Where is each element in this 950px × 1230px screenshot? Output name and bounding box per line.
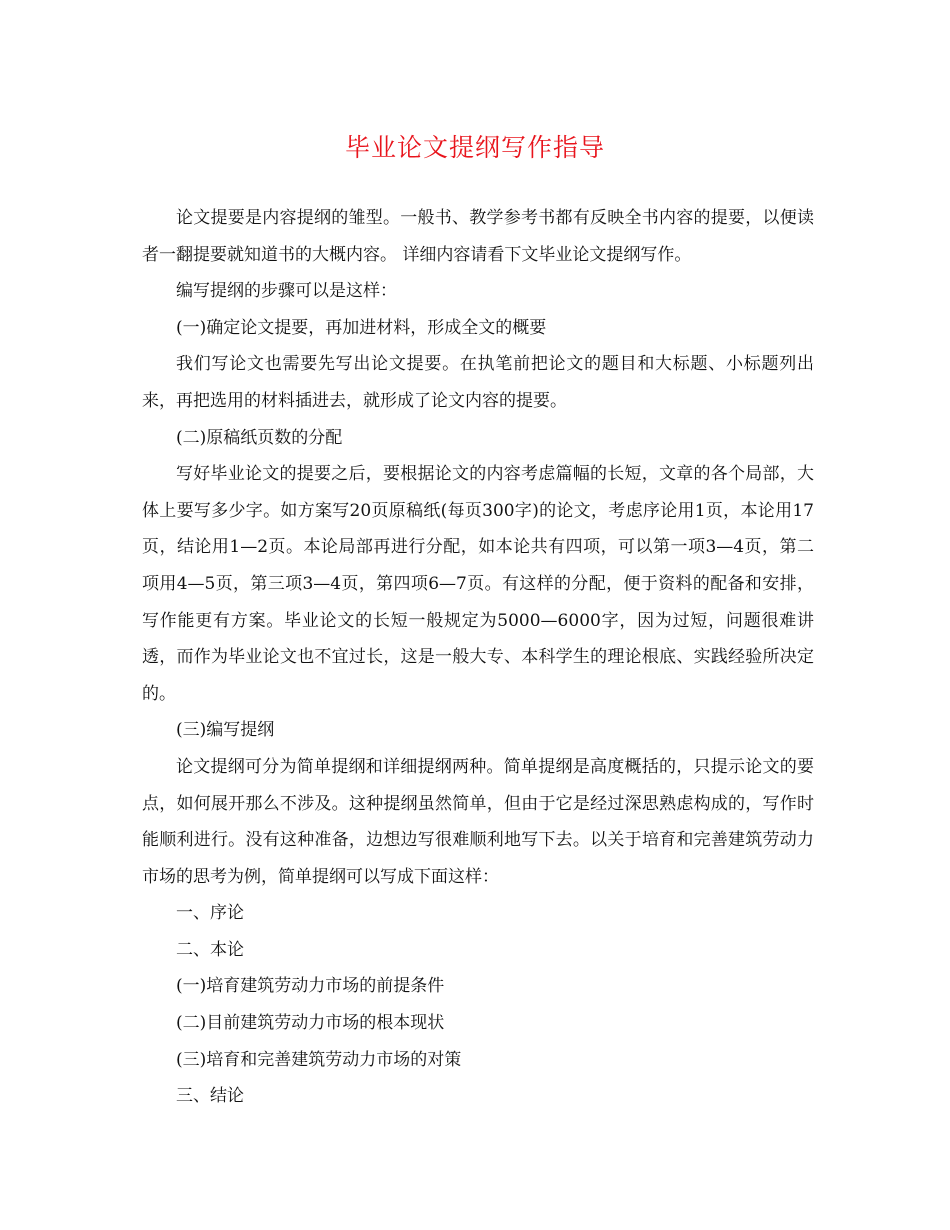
outline-item: (二)目前建筑劳动力市场的根本现状 <box>176 1013 445 1034</box>
section-heading-2: (二)原稿纸页数的分配 <box>176 427 343 448</box>
outline-item: 一、序论 <box>176 903 244 924</box>
section-heading-1: (一)确定论文提要，再加进材料，形成全文的概要 <box>176 317 547 338</box>
outline-item: 二、本论 <box>176 939 244 960</box>
document-body <box>142 200 814 1115</box>
outline-item: (三)培育和完善建筑劳动力市场的对策 <box>176 1049 462 1070</box>
section-heading-3: (三)编写提纲 <box>176 720 275 741</box>
paragraph-steps-lead: 编写提纲的步骤可以是这样： <box>176 281 397 302</box>
paragraph-section-2: 写好毕业论文的提要之后，要根据论文的内容考虑篇幅的长短，文章的各个局部，大体上要写多少字。如方案写20页原稿纸(每页300字)的论文，考虑序论用1页，本论用17页，结论用1—2页。本论局部再进行分配，如本论共有四项，可以第一项3—4页，第二项用4—5页，第三项3—4页，第四项6—7页。有这样的分配，便于资料的配备和安排，写作能更有方案。毕业论文的长短一般规定为5000—6000字，因为过短，问题很难讲透，而作为毕业论文也不宜过长，这是一般大专、本科学生的理论根底、实践经验所决定的。 <box>142 464 814 704</box>
paragraph-section-1: 我们写论文也需要先写出论文提要。在执笔前把论文的题目和大标题、小标题列出来，再把选用的材料插进去，就形成了论文内容的提要。 <box>142 354 814 411</box>
paragraph-section-3: 论文提纲可分为简单提纲和详细提纲两种。简单提纲是高度概括的，只提示论文的要点，如何展开那么不涉及。这种提纲虽然简单，但由于它是经过深思熟虑构成的，写作时能顺利进行。没有这种准备，边想边写很难顺利地写下去。以关于培育和完善建筑劳动力市场的思考为例，简单提纲可以写成下面这样： <box>142 756 814 887</box>
document-title: 毕业论文提纲写作指导 <box>344 133 605 162</box>
outline-item: (一)培育建筑劳动力市场的前提条件 <box>176 976 445 997</box>
paragraph-intro: 论文提要是内容提纲的雏型。一般书、教学参考书都有反映全书内容的提要，以便读者一翻提要就知道书的大概内容。 详细内容请看下文毕业论文提纲写作。 <box>142 208 814 265</box>
outline-item: 三、结论 <box>176 1086 244 1107</box>
